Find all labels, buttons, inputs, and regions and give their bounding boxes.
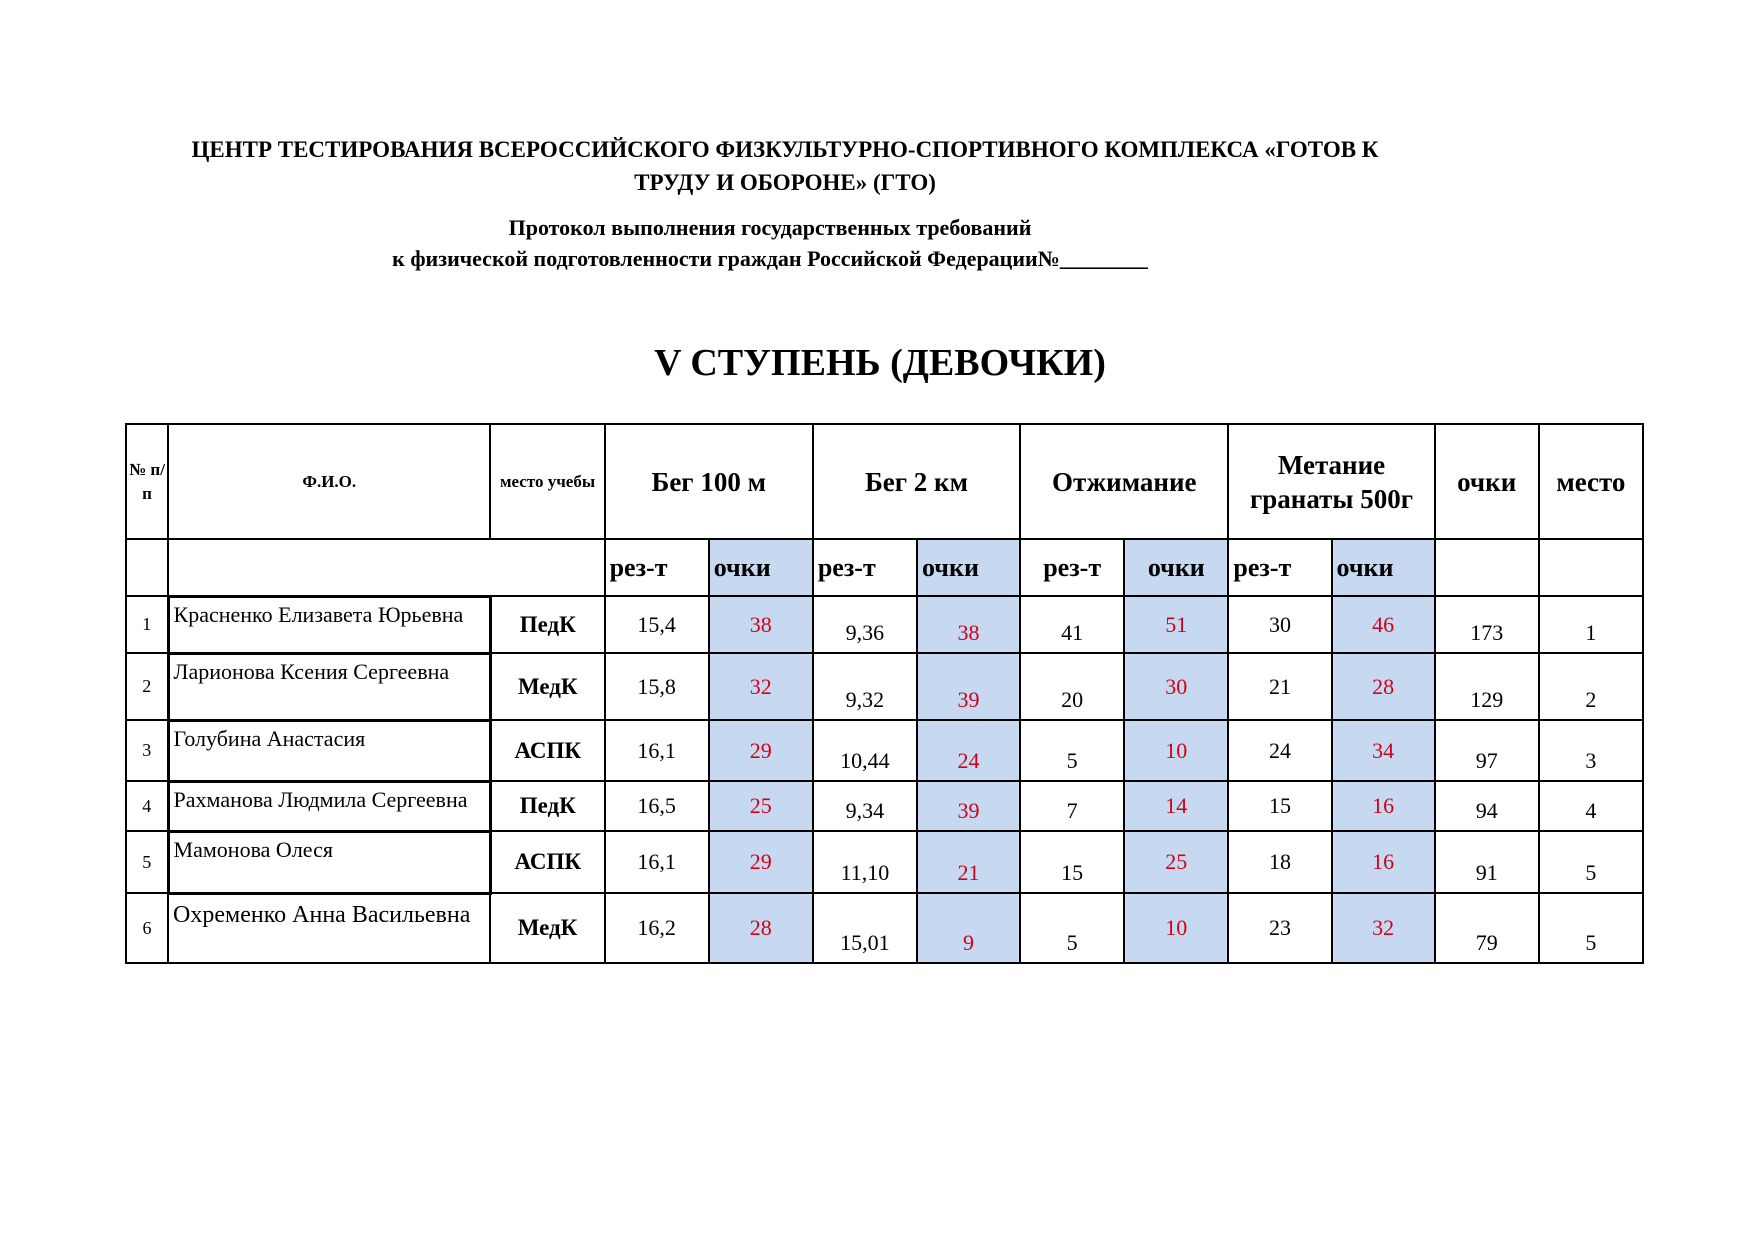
school: ПедК <box>490 596 604 653</box>
subheader-result: рез-т <box>1228 539 1331 596</box>
place-value: 1 <box>1539 596 1643 653</box>
column-header-total-points: очки <box>1435 424 1539 539</box>
column-header-school: место учебы <box>490 424 604 539</box>
result-value: 15 <box>1228 781 1331 831</box>
result-value: 21 <box>1228 653 1331 720</box>
row-number: 5 <box>126 831 168 893</box>
result-value: 16,1 <box>605 831 709 893</box>
result-value: 18 <box>1228 831 1331 893</box>
total-points: 79 <box>1435 893 1539 963</box>
column-header-run100: Бег 100 м <box>605 424 813 539</box>
table-row <box>126 781 1643 831</box>
table-row <box>126 596 1643 653</box>
points-value: 38 <box>917 596 1020 653</box>
athlete-name-cell <box>168 831 490 893</box>
row-number: 1 <box>126 596 168 653</box>
place-value: 4 <box>1539 781 1643 831</box>
result-value: 5 <box>1020 893 1124 963</box>
points-value: 29 <box>709 831 813 893</box>
points-value: 24 <box>917 720 1020 781</box>
result-value: 15,01 <box>813 893 917 963</box>
points-value: 25 <box>709 781 813 831</box>
column-header-grenade <box>1228 424 1434 539</box>
row-number: 3 <box>126 720 168 781</box>
column-header-pushups: Отжимание <box>1020 424 1228 539</box>
school: ПедК <box>490 781 604 831</box>
athlete-name-cell <box>168 893 490 963</box>
athlete-name: Голубина Анастасия <box>173 725 366 751</box>
column-header-grenade-line2: гранаты 500г <box>1250 483 1413 514</box>
protocol-title-line2: к физической подготовленности граждан Российской Федерации№________ <box>392 246 1148 271</box>
subheader-empty <box>1539 539 1643 596</box>
result-value: 9,32 <box>813 653 917 720</box>
header-row <box>126 424 1643 539</box>
result-value: 9,36 <box>813 596 917 653</box>
place-value: 5 <box>1539 893 1643 963</box>
result-value: 30 <box>1228 596 1331 653</box>
table-row <box>126 653 1643 720</box>
athlete-name-cell <box>168 596 490 653</box>
subheader-points: очки <box>1124 539 1228 596</box>
points-value: 21 <box>917 831 1020 893</box>
points-value: 10 <box>1124 893 1228 963</box>
result-value: 15 <box>1020 831 1124 893</box>
points-value: 51 <box>1124 596 1228 653</box>
points-value: 25 <box>1124 831 1228 893</box>
organization-title <box>140 133 1430 199</box>
organization-title-line1: ЦЕНТР ТЕСТИРОВАНИЯ ВСЕРОССИЙСКОГО ФИЗКУЛЬТУРНО-СПОРТИВНОГО КОМПЛЕКСА «ГОТОВ К <box>191 137 1379 162</box>
row-number: 6 <box>126 893 168 963</box>
subheader-result: рез-т <box>1020 539 1124 596</box>
athlete-name-cell <box>168 653 490 720</box>
result-value: 16,1 <box>605 720 709 781</box>
table-row <box>126 893 1643 963</box>
points-value: 10 <box>1124 720 1228 781</box>
table-row <box>126 720 1643 781</box>
result-value: 20 <box>1020 653 1124 720</box>
athlete-name: Мамонова Олеся <box>173 836 333 862</box>
column-header-place: место <box>1539 424 1643 539</box>
points-value: 30 <box>1124 653 1228 720</box>
points-value: 29 <box>709 720 813 781</box>
result-value: 41 <box>1020 596 1124 653</box>
subheader-row <box>126 539 1643 596</box>
result-value: 9,34 <box>813 781 917 831</box>
total-points: 94 <box>1435 781 1539 831</box>
school: АСПК <box>490 831 604 893</box>
points-value: 14 <box>1124 781 1228 831</box>
protocol-title-line1: Протокол выполнения государственных требований <box>508 215 1032 240</box>
result-value: 16,5 <box>605 781 709 831</box>
points-value: 39 <box>917 653 1020 720</box>
subheader-points: очки <box>917 539 1020 596</box>
stage-title: V СТУПЕНЬ (ДЕВОЧКИ) <box>654 342 1106 384</box>
athlete-name: Рахманова Людмила Сергеевна <box>173 786 468 812</box>
result-value: 5 <box>1020 720 1124 781</box>
place-value: 3 <box>1539 720 1643 781</box>
athlete-name: Красненко Елизавета Юрьевна <box>173 601 464 627</box>
points-value: 34 <box>1332 720 1435 781</box>
column-header-number: № п/п <box>126 424 168 539</box>
total-points: 97 <box>1435 720 1539 781</box>
place-value: 2 <box>1539 653 1643 720</box>
result-value: 7 <box>1020 781 1124 831</box>
subheader-result: рез-т <box>813 539 917 596</box>
school: МедК <box>490 653 604 720</box>
column-header-run2km: Бег 2 км <box>813 424 1020 539</box>
subheader-result: рез-т <box>605 539 709 596</box>
results-table <box>125 423 1644 964</box>
subheader-empty <box>1435 539 1539 596</box>
total-points: 129 <box>1435 653 1539 720</box>
school: МедК <box>490 893 604 963</box>
place-value: 5 <box>1539 831 1643 893</box>
athlete-name-cell <box>168 781 490 831</box>
result-value: 15,8 <box>605 653 709 720</box>
table-row <box>126 831 1643 893</box>
points-value: 32 <box>709 653 813 720</box>
points-value: 38 <box>709 596 813 653</box>
subheader-points: очки <box>1332 539 1435 596</box>
subheader-empty-wide <box>168 539 605 596</box>
subheader-points: очки <box>709 539 813 596</box>
school: АСПК <box>490 720 604 781</box>
athlete-name-cell <box>168 720 490 781</box>
points-value: 28 <box>1332 653 1435 720</box>
column-header-grenade-line1: Метание <box>1277 449 1386 480</box>
total-points: 173 <box>1435 596 1539 653</box>
row-number: 4 <box>126 781 168 831</box>
subheader-empty <box>126 539 168 596</box>
points-value: 32 <box>1332 893 1435 963</box>
result-value: 11,10 <box>813 831 917 893</box>
result-value: 10,44 <box>813 720 917 781</box>
points-value: 28 <box>709 893 813 963</box>
points-value: 39 <box>917 781 1020 831</box>
athlete-name: Охременко Анна Васильевна <box>173 901 471 928</box>
points-value: 46 <box>1332 596 1435 653</box>
athlete-name: Ларионова Ксения Сергеевна <box>173 658 450 684</box>
result-value: 24 <box>1228 720 1331 781</box>
organization-title-line2: ТРУДУ И ОБОРОНЕ» (ГТО) <box>634 170 936 195</box>
protocol-title <box>310 212 1230 274</box>
result-value: 15,4 <box>605 596 709 653</box>
points-value: 16 <box>1332 831 1435 893</box>
result-value: 16,2 <box>605 893 709 963</box>
result-value: 23 <box>1228 893 1331 963</box>
total-points: 91 <box>1435 831 1539 893</box>
points-value: 9 <box>917 893 1020 963</box>
points-value: 16 <box>1332 781 1435 831</box>
row-number: 2 <box>126 653 168 720</box>
column-header-name: Ф.И.О. <box>168 424 490 539</box>
